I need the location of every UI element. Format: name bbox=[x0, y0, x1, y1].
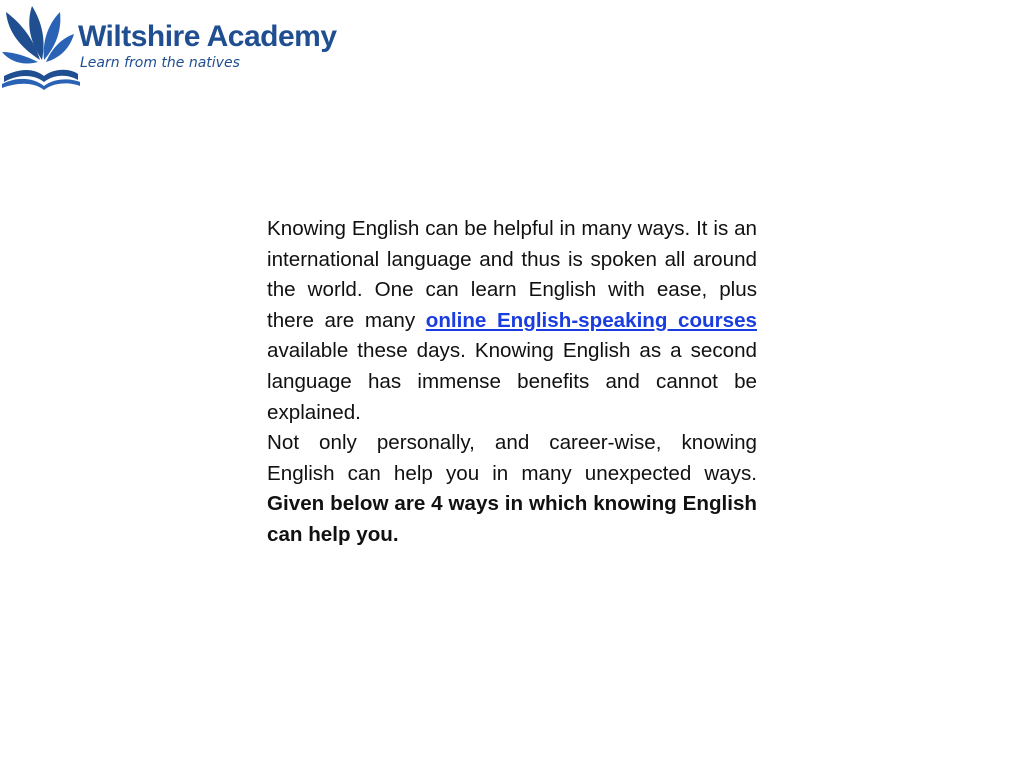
brand-logo[interactable] bbox=[0, 0, 360, 96]
benefits-paragraph bbox=[267, 428, 757, 550]
intro-paragraph bbox=[267, 214, 757, 428]
intro-text-start: Knowing English can be helpful in many ways. It is an international language and thus is spoken all around the world. One can learn English with ease, plus there are many bbox=[267, 217, 757, 332]
open-book-with-leaves-icon bbox=[0, 2, 80, 94]
brand-tagline: Learn from the natives bbox=[80, 55, 240, 71]
intro-text-end: available these days. Knowing English as a second language has immense benefits and cannot be explained. bbox=[267, 339, 757, 424]
online-courses-link[interactable]: online English-speaking courses bbox=[425, 308, 757, 332]
benefits-text: Not only personally, and career-wise, knowing English can help you in many unexpected ways. bbox=[267, 431, 757, 485]
brand-name: Wiltshire Academy bbox=[78, 20, 337, 53]
benefits-lead-in: Given below are 4 ways in which knowing English can help you. bbox=[267, 492, 757, 546]
article-body bbox=[267, 214, 757, 551]
